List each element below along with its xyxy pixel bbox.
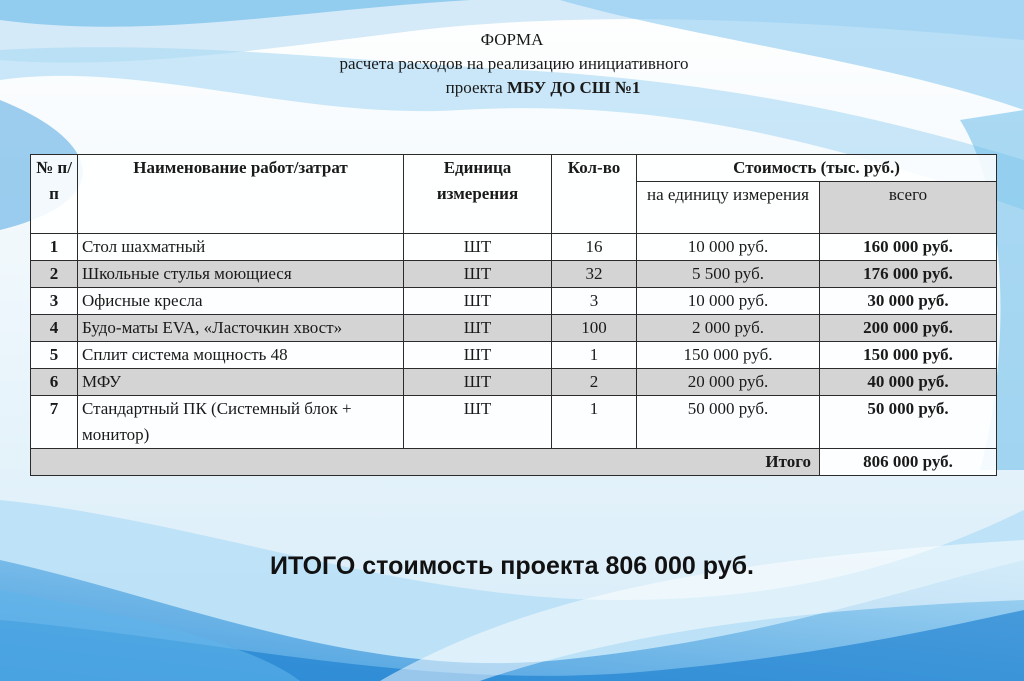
- header-num: № п/п: [31, 155, 78, 234]
- row-total: 176 000 руб.: [820, 261, 997, 288]
- row-unit: ШТ: [404, 234, 552, 261]
- row-num: 6: [31, 369, 78, 396]
- row-num: 5: [31, 342, 78, 369]
- row-price: 10 000 руб.: [637, 234, 820, 261]
- row-price: 10 000 руб.: [637, 288, 820, 315]
- row-qty: 1: [552, 396, 637, 449]
- table-row: [31, 234, 997, 261]
- cost-table: [30, 154, 997, 476]
- row-total: 40 000 руб.: [820, 369, 997, 396]
- row-num: 7: [31, 396, 78, 449]
- row-qty: 3: [552, 288, 637, 315]
- row-total: 30 000 руб.: [820, 288, 997, 315]
- row-unit: ШТ: [404, 369, 552, 396]
- row-price: 50 000 руб.: [637, 396, 820, 449]
- table-row: [31, 342, 997, 369]
- form-title-line1: ФОРМА: [480, 30, 544, 49]
- project-name: МБУ ДО СШ №1: [506, 78, 641, 97]
- header-unit: Единица измерения: [404, 155, 552, 234]
- form-title: [0, 28, 1024, 100]
- row-price: 5 500 руб.: [637, 261, 820, 288]
- itogo-label: Итого: [31, 449, 820, 476]
- row-num: 3: [31, 288, 78, 315]
- row-qty: 32: [552, 261, 637, 288]
- row-price: 20 000 руб.: [637, 369, 820, 396]
- row-total: 160 000 руб.: [820, 234, 997, 261]
- table-row: [31, 396, 997, 449]
- row-num: 2: [31, 261, 78, 288]
- itogo-value: 806 000 руб.: [820, 449, 997, 476]
- table-row: [31, 369, 997, 396]
- header-cost-total: всего: [820, 182, 997, 234]
- table-row: [31, 315, 997, 342]
- row-name: Школьные стулья моющиеся: [78, 261, 404, 288]
- header-cost: Стоимость (тыс. руб.): [637, 155, 997, 182]
- form-title-line2: расчета расходов на реализацию инициативного: [339, 54, 689, 73]
- form-title-prefix: проекта: [445, 78, 503, 97]
- row-total: 50 000 руб.: [820, 396, 997, 449]
- table-row: [31, 261, 997, 288]
- row-qty: 1: [552, 342, 637, 369]
- row-name: Стандартный ПК (Системный блок + монитор): [78, 396, 404, 449]
- header-qty: Кол-во: [552, 155, 637, 234]
- row-unit: ШТ: [404, 396, 552, 449]
- row-unit: ШТ: [404, 342, 552, 369]
- row-total: 150 000 руб.: [820, 342, 997, 369]
- table-header-row: [31, 155, 997, 182]
- row-total: 200 000 руб.: [820, 315, 997, 342]
- table-total-row: [31, 449, 997, 476]
- row-qty: 100: [552, 315, 637, 342]
- row-qty: 16: [552, 234, 637, 261]
- row-unit: ШТ: [404, 288, 552, 315]
- row-name: Сплит система мощность 48: [78, 342, 404, 369]
- row-name: МФУ: [78, 369, 404, 396]
- row-num: 1: [31, 234, 78, 261]
- row-name: Будо-маты EVA, «Ласточкин хвост»: [78, 315, 404, 342]
- row-price: 2 000 руб.: [637, 315, 820, 342]
- row-num: 4: [31, 315, 78, 342]
- row-unit: ШТ: [404, 261, 552, 288]
- table-row: [31, 288, 997, 315]
- header-cost-unit: на единицу измерения: [637, 182, 820, 234]
- header-name: Наименование работ/затрат: [78, 155, 404, 234]
- row-qty: 2: [552, 369, 637, 396]
- row-unit: ШТ: [404, 315, 552, 342]
- row-name: Стол шахматный: [78, 234, 404, 261]
- row-price: 150 000 руб.: [637, 342, 820, 369]
- row-name: Офисные кресла: [78, 288, 404, 315]
- form-title-line3: [0, 76, 1024, 100]
- project-total-summary: ИТОГО стоимость проекта 806 000 руб.: [269, 552, 755, 580]
